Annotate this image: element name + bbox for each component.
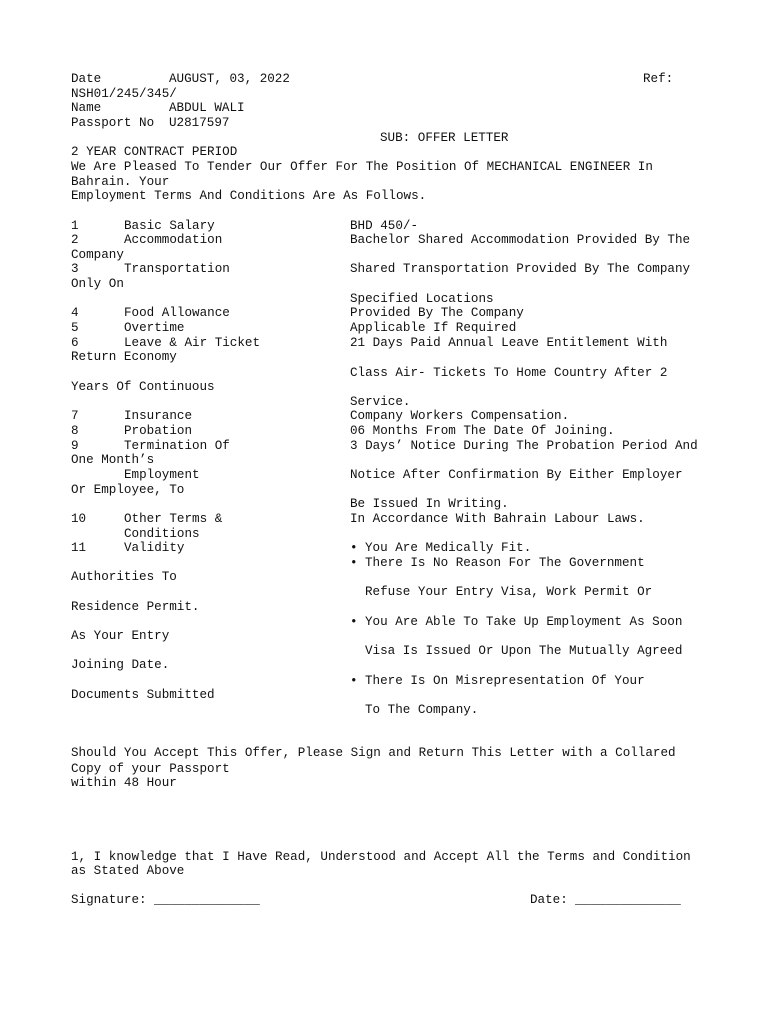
- subject-line: SUB: OFFER LETTER: [380, 131, 509, 145]
- bullet-4: •: [350, 674, 358, 688]
- acknowledge-line-2: as Stated Above: [71, 864, 185, 878]
- signature-date-label: Date:: [530, 893, 568, 907]
- validity-wrap-3: As Your Entry: [71, 629, 170, 643]
- term-3-value-2: Specified Locations: [350, 292, 494, 306]
- term-6-label: Leave & Air Ticket: [124, 336, 261, 350]
- term-7-number: 7: [71, 409, 79, 423]
- validity-item-1: You Are Medically Fit.: [365, 541, 532, 555]
- validity-item-2: There Is No Reason For The Government: [365, 556, 645, 570]
- term-3-wrap: Only On: [71, 277, 124, 291]
- term-6-wrap: Return Economy: [71, 350, 177, 364]
- term-1-value: BHD 450/-: [350, 219, 419, 233]
- term-6-value-3: Service.: [350, 395, 411, 409]
- term-5-label: Overtime: [124, 321, 185, 335]
- validity-item-3-cont: Visa Is Issued Or Upon The Mutually Agreed: [365, 644, 683, 658]
- term-6-wrap-2: Years Of Continuous: [71, 380, 215, 394]
- validity-item-3: You Are Able To Take Up Employment As Soon: [365, 615, 683, 629]
- term-8-label: Probation: [124, 424, 193, 438]
- term-7-label: Insurance: [124, 409, 193, 423]
- bullet-1: •: [350, 541, 358, 555]
- term-11-label: Validity: [124, 541, 185, 555]
- term-1-label: Basic Salary: [124, 219, 215, 233]
- term-9-wrap-2: Or Employee, To: [71, 483, 185, 497]
- term-9-value-3: Be Issued In Writing.: [350, 497, 509, 511]
- bullet-2: •: [350, 556, 358, 570]
- term-3-label: Transportation: [124, 262, 230, 276]
- term-2-wrap: Company: [71, 248, 124, 262]
- term-3-value: Shared Transportation Provided By The Company: [350, 262, 691, 276]
- term-9-label-2: Employment: [124, 468, 200, 482]
- term-5-value: Applicable If Required: [350, 321, 517, 335]
- ref-value: NSH01/245/345/: [71, 87, 177, 101]
- term-6-value: 21 Days Paid Annual Leave Entitlement With: [350, 336, 668, 350]
- bullet-3: •: [350, 615, 358, 629]
- validity-item-4: There Is On Misrepresentation Of Your: [365, 674, 645, 688]
- name-value: ABDUL WALI: [169, 101, 245, 115]
- term-6-number: 6: [71, 336, 79, 350]
- term-9-number: 9: [71, 439, 79, 453]
- contract-period: 2 YEAR CONTRACT PERIOD: [71, 145, 238, 159]
- term-9-label: Termination Of: [124, 439, 230, 453]
- term-2-number: 2: [71, 233, 79, 247]
- validity-wrap-1: Authorities To: [71, 570, 177, 584]
- validity-wrap-2: Residence Permit.: [71, 600, 200, 614]
- term-7-value: Company Workers Compensation.: [350, 409, 570, 423]
- term-3-number: 3: [71, 262, 79, 276]
- term-4-value: Provided By The Company: [350, 306, 524, 320]
- term-9-value: 3 Days’ Notice During The Probation Period And: [350, 439, 698, 453]
- ref-label: Ref:: [643, 72, 674, 86]
- passport-label: Passport No: [71, 116, 155, 130]
- signature-date-line: ______________: [575, 893, 681, 907]
- term-11-number: 11: [71, 541, 87, 555]
- term-6-value-2: Class Air- Tickets To Home Country After 2: [350, 366, 668, 380]
- intro-line-3: Employment Terms And Conditions Are As Follows.: [71, 189, 427, 203]
- date-label: Date: [71, 72, 102, 86]
- validity-item-2-cont: Refuse Your Entry Visa, Work Permit Or: [365, 585, 653, 599]
- closing-line-2: Copy of your Passport: [71, 762, 230, 776]
- term-10-label: Other Terms &: [124, 512, 223, 526]
- intro-line-2: Bahrain. Your: [71, 175, 170, 189]
- passport-value: U2817597: [169, 116, 230, 130]
- date-value: AUGUST, 03, 2022: [169, 72, 290, 86]
- signature-line: ______________: [154, 893, 260, 907]
- term-8-number: 8: [71, 424, 79, 438]
- term-9-wrap: One Month’s: [71, 453, 155, 467]
- term-9-value-2: Notice After Confirmation By Either Employer: [350, 468, 683, 482]
- term-10-value: In Accordance With Bahrain Labour Laws.: [350, 512, 645, 526]
- intro-line-1: We Are Pleased To Tender Our Offer For The Position Of MECHANICAL ENGINEER In: [71, 160, 653, 174]
- closing-line-3: within 48 Hour: [71, 776, 177, 790]
- term-1-number: 1: [71, 219, 79, 233]
- term-2-label: Accommodation: [124, 233, 223, 247]
- name-label: Name: [71, 101, 102, 115]
- term-4-label: Food Allowance: [124, 306, 230, 320]
- closing-line-1: Should You Accept This Offer, Please Sign and Return This Letter with a Collared: [71, 746, 676, 760]
- acknowledge-line-1: 1, I knowledge that I Have Read, Understood and Accept All the Terms and Condition: [71, 850, 691, 864]
- signature-label: Signature:: [71, 893, 147, 907]
- term-5-number: 5: [71, 321, 79, 335]
- term-10-number: 10: [71, 512, 87, 526]
- validity-wrap-5: Documents Submitted: [71, 688, 215, 702]
- validity-wrap-4: Joining Date.: [71, 658, 170, 672]
- term-10-label-2: Conditions: [124, 527, 200, 541]
- validity-item-4-cont: To The Company.: [365, 703, 479, 717]
- term-8-value: 06 Months From The Date Of Joining.: [350, 424, 615, 438]
- term-2-value: Bachelor Shared Accommodation Provided By The: [350, 233, 691, 247]
- term-4-number: 4: [71, 306, 79, 320]
